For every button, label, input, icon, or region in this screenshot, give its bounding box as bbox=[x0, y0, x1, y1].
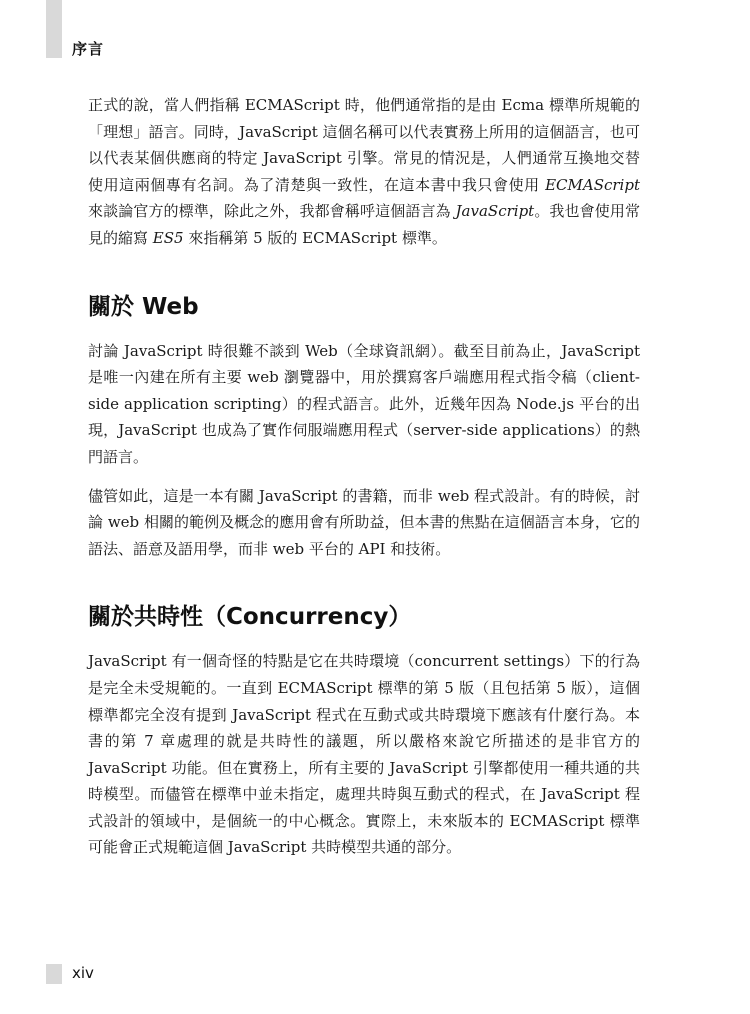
intro-term-es5: ES5 bbox=[152, 228, 184, 247]
running-header-title: 序言 bbox=[72, 40, 105, 58]
intro-paragraph bbox=[88, 92, 640, 252]
footer-accent-box bbox=[46, 964, 62, 984]
page-content bbox=[88, 92, 640, 861]
web-paragraph-1: 討論 JavaScript 時很難不談到 Web（全球資訊網）。截至目前為止，JavaScript 是唯一內建在所有主要 web 瀏覽器中，用於撰寫客戶端應用程式指令稿（client-side application scripting）的程式語言。此外，近幾年因為 Node.js 平台的出現，JavaScript 也成為了實作伺服端應用程式（server-side applications）的熱門語言。 bbox=[88, 341, 640, 466]
section-heading-web: 關於 Web bbox=[88, 293, 199, 320]
concurrency-paragraph: JavaScript 有一個奇怪的特點是它在共時環境（concurrent settings）下的行為是完全未受規範的。一直到 ECMAScript 標準的第 5 版（且包括第 5 版），這個標準都完全沒有提到 JavaScript 程式在互動式或共時環境下應該有什麼行為。本書的第 7 章處理的就是共時性的議題，所以嚴格來說它所描述的是非官方的 JavaScript 功能。但在實務上，所有主要的 JavaScript 引擎都使用一種共通的共時模型。而儘管在標準中並未指定，處理共時與互動式的程式，在 JavaScript 程式設計的領域中，是個統一的中心概念。實際上，未來版本的 ECMAScript 標準可能會正式規範這個 JavaScript 共時模型共通的部分。 bbox=[88, 652, 640, 857]
intro-text-2: 來談論官方的標準，除此之外，我都會稱呼這個語言為 bbox=[88, 202, 456, 221]
intro-term-javascript: JavaScript bbox=[455, 202, 535, 221]
intro-term-ecmascript: ECMAScript bbox=[545, 175, 640, 194]
intro-text-3: 。我也會使用常見的縮寫 bbox=[88, 202, 640, 247]
section-heading-concurrency: 關於共時性（Concurrency） bbox=[88, 604, 412, 631]
header-accent-bar bbox=[46, 0, 62, 58]
intro-text-4: 來指稱第 5 版的 ECMAScript 標準。 bbox=[183, 228, 447, 247]
web-paragraph-2: 儘管如此，這是一本有關 JavaScript 的書籍，而非 web 程式設計。有的時候，討論 web 相關的範例及概念的應用會有所助益，但本書的焦點在這個語言本身，它的語法、語意及語用學，而非 web 平台的 API 和技術。 bbox=[88, 486, 640, 558]
page-number: xiv bbox=[72, 964, 94, 982]
intro-text-1: 正式的說，當人們指稱 ECMAScript 時，他們通常指的是由 Ecma 標準所規範的「理想」語言。同時，JavaScript 這個名稱可以代表實務上所用的這個語言，也可以代表某個供應商的特定 JavaScript 引擎。常見的情況是，人們通常互換地交替使用這兩個專有名詞。為了清楚與一致性，在這本書中我只會使用 bbox=[88, 96, 640, 194]
